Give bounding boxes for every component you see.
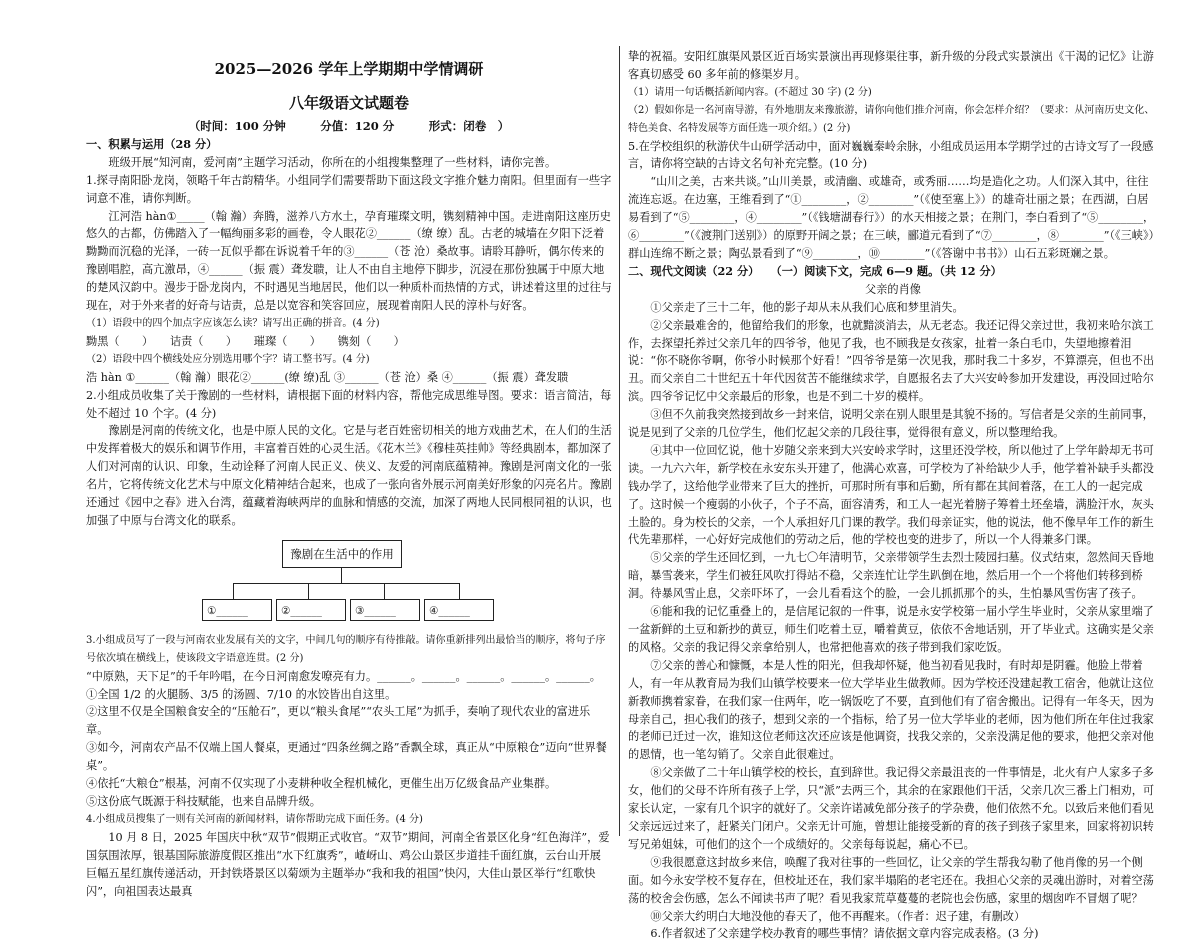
article-paragraph: ⑧父亲做了二十年山镇学校的校长，直到辞世。我记得父亲最沮丧的一件事情是，北火有户人家多子多女，他们的父母不许所有孩子上学，只“派”去两三个，其余的在家跟他们干活，父亲几次三番上门相劝，可家长认定，一家有几个识字的就好了。父亲许诺减免部分孩子的学杂费，他们依然不允。以致后来他们看见父亲远远过来了，赶紧关门闭户。父亲无计可施，曾想让能接受新的育的孩子到孩子家里来，回家将初识转写兄弟姐妹，可他们的这个一个成绩好的。父亲每每说起，痛心不已。 [628, 766, 1155, 851]
paragraph: 班级开展“知河南，爱河南”主题学习活动，你所在的小组搜集整理了一些材料，请你完善。 [108, 155, 557, 169]
question: 4.小组成员搜集了一则有关河南的新闻材料，请你帮助完成下面任务。(4 分) [86, 813, 423, 825]
mind-map-connector [233, 583, 459, 584]
exam-meta: （时间：100 分钟 分值：120 分 形式：闭卷 ） [188, 119, 510, 133]
exam-title: 2025—2026 学年上学期期中学情调研 [214, 60, 484, 78]
mind-map-connector [384, 583, 385, 599]
section-heading: 二、现代文阅读（22 分） （一）阅读下文，完成 6—9 题。（共 12 分） [628, 263, 1002, 278]
sentence-option: ④依托“大粮仓”根基，河南不仅实现了小麦耕种收全程机械化，更催生出万亿级食品产业集群。 [86, 777, 557, 791]
mind-map-connector [233, 583, 234, 599]
section-heading: 一、积累与运用（28 分） [86, 136, 218, 151]
passage: 江河浩 hàn①_____（翰 瀚）奔腾，滋养八方水土，孕育璀璨文明，镌刻精神中国。走进南阳这座历史悠久的古都，仿佛踏入了一幅绚丽多彩的画卷，令人眼花②______（缭 缭）乱。古老的城墙在夕阳下泛着黝黝而沉稳的光泽，一砖一瓦似乎都在诉说着千年的③______（苍 沧）桑故事。请聆耳静听，偶尔传来的豫剧唱腔，高亢激昂，④______（振 震）聋发聩，让人不由自主地停下脚步，沉浸在那份独属于中原大地的楚风汉韵中。漫步于卧龙岗内，不时遇见当地居民，他们以一种质朴而热情的方式，讲述着这里的过往与现在，对于外来者的好奇与诘责，总是以宽容和笑容回应，展现着南阳人民的淳朴与好客。 [86, 209, 612, 313]
exam-subtitle: 八年级语文试题卷 [288, 94, 409, 112]
answer-line: 黝黑（ ） 诘责（ ） 璀璨（ ） 镌刻（ ） [86, 334, 405, 348]
mind-map-connector [341, 567, 342, 583]
sentence-option: ⑤这份底气既源于科技赋能，也来自品牌升级。 [86, 795, 321, 808]
sentence-option: ③如今，河南农产品不仅端上国人餐桌，更通过“四条丝绸之路”香飘全球，真正从“中原粮仓”迈向“世界餐桌”。 [86, 741, 607, 773]
article-paragraph: ⑩父亲大约明白大地没他的春天了，他不再醒来。（作者：迟子建，有删改） [650, 909, 1026, 923]
sub-question: （1）请用一句话概括新闻内容。(不超过 30 字) (2 分) [628, 86, 872, 98]
question: 2.小组成员收集了关于豫剧的一些材料，请根据下面的材料内容，帮他完成思维导图。要求：语言简洁，每处不超过 10 个字。(4 分) [86, 388, 612, 420]
answer-line: 浩 hàn ①______（翰 瀚）眼花②______(缭 缭)乱 ③______（苍 沧）桑 ④______（振 震）聋发聩 [86, 370, 569, 384]
mind-map-connector [459, 583, 460, 599]
sentence-option: ①全国 1/2 的火腿肠、3/5 的汤圆、7/10 的水饺皆出自这里。 [86, 687, 397, 701]
mind-map-box: ②______ [276, 599, 346, 621]
question: 5.在学校组织的秋游伏牛山研学活动中，面对巍巍秦岭余脉，小组成员运用本学期学过的古诗文写了一段感言，请你将空缺的古诗文名句补充完整。(10 分) [628, 139, 1154, 171]
question: 6.作者叙述了父亲建学校办教育的哪些事情？请依据文章内容完成表格。(3 分) [650, 927, 1039, 941]
sub-question: （2）语段中四个横线处应分别选用哪个字？请工整书写。(4 分) [86, 353, 370, 365]
passage: “山川之美，古来共谈。”山川美景，或清幽、或雄奇，或秀丽……均是造化之功。人们深入其中，往往流连忘返。在边塞，王维看到了“①________，②________”（《使至塞上》）的雄奇壮丽之景；在西湖，白居易看到了“⑤________，④________”（《钱塘湖春行》）的水天相接之景；在荆门，李白看到了“⑤________，⑥________”（《渡荆门送别》）的原野开阔之景；在三峡，郦道元看到了“⑦________，⑧________”（《三峡》）群山连绵不断之景；陶弘景看到了“⑨________，⑩________”（《答谢中书书》）山石五彩斑斓之景。 [628, 175, 1155, 260]
left-column [86, 52, 612, 898]
article-paragraph: ⑦父亲的善心和慷慨，本是人性的阳光，但我却怀疑，他当初看见我时，有时却是阴霾。他脸上带着人，有一年从教育局为我们山镇学校要来一位大学毕业生做教师。因为学校还没建起教工宿舍，他就让这位新教师携着家眷，在我们家一住两年，吃一锅饭吃了不要，直到他们有了宿舍搬出。记得有一年冬天，因为母亲自己，担心我们的孩子，想到父亲的一个指标，给了另一位大学毕业的老师，因为他们所在年住过我家的老师已迁过一次，谁知这位老师这次还应该是他调资，找我父亲的，父亲没满足他的要求，他把父亲对他的恩情，也一笔勾销了。父亲自此很难过。 [628, 658, 1154, 762]
question: 3.小组成员写了一段与河南农业发展有关的文字，中间几句的顺序有待推敲。请你重新排列出最恰当的顺序，将句子序号依次填在横线上，使该段文字语意连贯。(2 分) [86, 634, 606, 664]
article-paragraph: ⑥能和我的记忆重叠上的，是信尾记叙的一件事，说是永安学校第一届小学生毕业时，父亲从家里端了一盆新鲜的土豆和新抄的黄豆，师生们吃着土豆，嚼着黄豆，依依不舍地话别，开了毕业式。这确实是父亲的风格。父亲的我记得父亲拿给别人，也常把他喜欢的孩子带到我们家吃饭。 [628, 605, 1154, 654]
right-column [628, 48, 1158, 941]
article-paragraph: ②父亲最难舍的，他留给我们的形象，也就黯淡消去，从无老态。我还记得父亲过世，我初来哈尔滨工作，去探望托养过父亲几年的四爷爷，他见了我，也不顾我是女孩家，扯着一条白毛巾，失望地擦着泪说：“你不晓你爷啊，你爷小时候那个好看！”四爷爷是第一次见我，那时我二十多岁，不算漂亮，但也不出丑。而父亲自二十世纪五十年代因贫苦不能继续求学，自愿报名去了大兴安岭参加开发建设，再没回过哈尔滨。四爷爷记忆中父亲最后的形象，也是不到二十岁的模样。 [628, 318, 1155, 404]
article-paragraph: ⑤父亲的学生还回忆到，一九七〇年清明节，父亲带领学生去烈士陵园扫墓。仪式结束，忽然间天昏地暗，暴雪袭来，学生们被狂风吹打得站不稳，父亲连忙让学生趴倒在地，然后用一个一个将他们转移到桥洞。待暴风雪止息，父亲吓坏了，一会儿看看这个的脸，一会儿抓抓那个的头，生怕暴风雪伤害了孩子。 [628, 551, 1154, 601]
mind-map-connector [308, 583, 309, 599]
article-paragraph: ⑨我很愿意这封故乡来信，唤醒了我对往事的一些回忆，让父亲的学生帮我勾勒了他肖像的另一个侧面。如今永安学校不复存在，但校址还在，我们家半塌陷的老宅还在。我担心父亲的灵魂出游时，对着空荡荡的校舍会伤感，怎么不闻读书声了呢？看见我家荒草蔓蔓的老院也会伤感，家里的烟囱咋不冒烟了呢？ [628, 855, 1154, 905]
sub-question: （2）假如你是一名河南导游，有外地朋友来豫旅游，请你向他们推介河南，你会怎样介绍？（要求：从河南历史文化、特色美食、名特发展等方面任选一项介绍。）(2 分) [628, 104, 1155, 134]
mind-map-root: 豫剧在生活中的作用 [282, 540, 402, 568]
column-divider [619, 46, 620, 836]
sentence-option: ②这里不仅是全国粮食安全的“压舱石”，更以“粮头食尾”“农头工尾”为抓手，奏响了现代农业的富进乐章。 [86, 705, 591, 737]
question: 1.探寻南阳卧龙岗，领略千年古韵精华。小组同学们需要帮助下面这段文字推介魅力南阳。但里面有一些字词意不准，请你判断。 [86, 173, 612, 205]
article-paragraph: ③但不久前我突然接到故乡一封来信，说明父亲在别人眼里是其貌不扬的。写信者是父亲的生前同事，说是见到了父亲的几位学生，他们忆起父亲的几段往事，觉得很有意义，所以整理给我。 [628, 408, 1154, 440]
article-title: 父亲的肖像 [865, 282, 921, 296]
mind-map-box: ④______ [424, 599, 494, 621]
mind-map [86, 536, 612, 628]
passage: 豫剧是河南的传统文化，也是中原人民的文化。它是与老百姓密切相关的地方戏曲艺术，在人们的生活中发挥着极大的娱乐和调节作用，丰富着百姓的心灵生活。《花木兰》《穆桂英挂帅》等经典剧本，都加深了人们对河南的认识、印象，生动诠释了河南人民正义、侠义、友爱的河南底蕴精神。豫剧是河南文化的一张名片，它将传统文化艺术与中原文化精神结合起来，也成了一张向省外展示河南美好形象的闪亮名片。豫剧还通过《园中之春》进入台湾，蕴藏着海峡两岸的血脉和情感的交流，加深了两地人民同根同祖的认识，也加强了中原与台湾文化的联系。 [86, 424, 612, 527]
answer-line: “中原熟，天下足”的千年吟唱，在今日河南愈发嘹亮有力。______。______。______。______。______。 [86, 669, 601, 683]
passage: 10 月 8 日，2025 年国庆中秋“双节”假期正式收官。“双节”期间，河南全省景区化身“红色海洋”，爱国氛围浓厚，银基国际旅游度假区推出“水下红旗秀”，嵖岈山、鸡公山景区步道挂千面红旗，云台山开展巨幅五星红旗传递活动，开封铁塔景区以菊颂为主题举办“我和我的祖国”快闪，大佳山景区举行“红歌快闪”，向祖国表达最真 [86, 830, 610, 898]
mind-map-box: ①______ [202, 599, 272, 621]
mind-map-box: ③______ [350, 599, 420, 621]
sub-question: （1）语段中的四个加点字应该怎么读？请写出正确的拼音。(4 分) [86, 317, 380, 329]
article-paragraph: ①父亲走了三十二年，他的影子却从未从我们心底和梦里消失。 [650, 300, 964, 314]
passage: 挚的祝福。安阳红旗渠风景区近百场实景演出再现修渠往事，新升级的分段式实景演出《干渴的记忆》让游客真切感受 60 多年前的修渠岁月。 [628, 50, 1154, 81]
article-paragraph: ④其中一位回忆说，他十岁随父亲来到大兴安岭求学时，这里还没学校，所以他过了上学年龄却无书可读。一九六六年，新学校在永安东头开建了，他满心欢喜，可学校为了补给缺少人手，他学着补缺手头都没钱办学了，这给他学业带来了巨大的挫折，可那时所有事和后勤，所有都在其间着落，在工人的一起完成了。这时候一个瘦弱的小伙子，个子不高，面容清秀，和工人一起光着膀子筹着土坯垒墙，满脸汗水，灰头土脸的。身为校长的父亲，一个人承担好几门课的教学。我们母亲证实，他的说法，他不像早年工作的新生代先辈那样，一心好好完成他们的劳动之后，他的学校也变的进步了，所以一个人得兼多门课。 [628, 443, 1154, 547]
